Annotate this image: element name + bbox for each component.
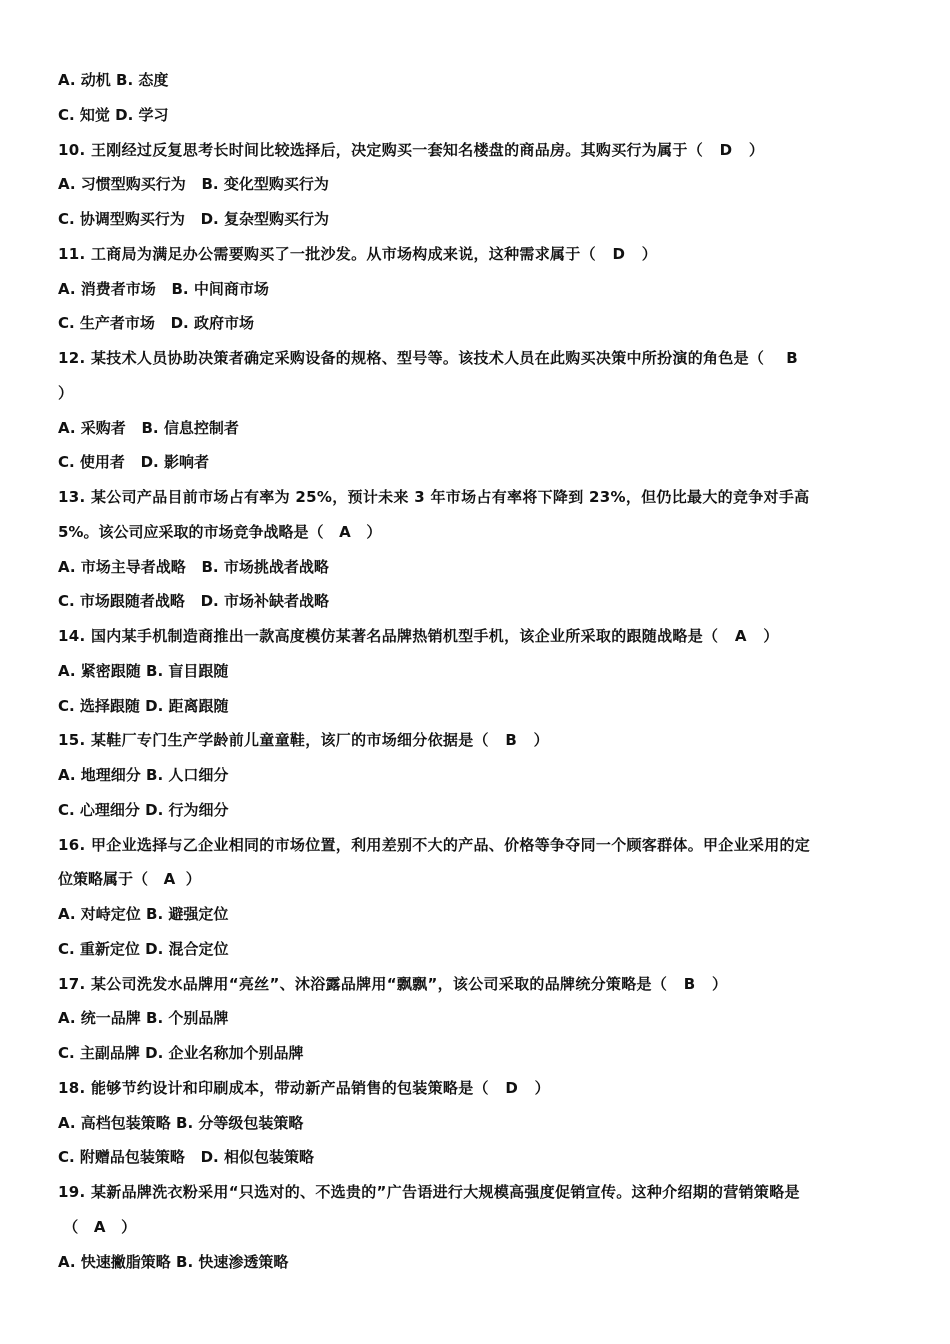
option-line: C. 重新定位 D. 混合定位	[58, 939, 229, 958]
option-line: A. 习惯型购买行为 B. 变化型购买行为	[58, 175, 329, 194]
question-line: 16. 甲企业选择与乙企业相同的市场位置，利用差别不大的产品、价格等争夺同一个顾客群体。甲企业采用的定	[58, 835, 811, 854]
question-line: 14. 国内某手机制造商推出一款高度模仿某著名品牌热销机型手机，该企业所采取的跟随战略是（ A ）	[58, 627, 779, 645]
option-line: C. 附赠品包装策略 D. 相似包装策略	[58, 1148, 314, 1167]
question-line-continued: （ A ）	[58, 1217, 137, 1236]
option-line: A. 市场主导者战略 B. 市场挑战者战略	[58, 557, 329, 576]
option-line: A. 快速撇脂策略 B. 快速渗透策略	[58, 1252, 289, 1271]
question-line-continued: 位策略属于（ A ）	[58, 870, 201, 889]
option-line: A. 高档包装策略 B. 分等级包装策略	[58, 1113, 304, 1132]
question-line: 15. 某鞋厂专门生产学龄前儿童童鞋，该厂的市场细分依据是（ B ）	[58, 731, 549, 750]
option-line: C. 使用者 D. 影响者	[58, 453, 209, 472]
question-line-continued: 5%。该公司应采取的市场竞争战略是（ A ）	[58, 522, 382, 541]
question-line: 12. 某技术人员协助决策者确定采购设备的规格、型号等。该技术人员在此购买决策中所扮演的角色是（ B	[58, 349, 799, 367]
option-line: A. 地理细分 B. 人口细分	[58, 766, 229, 784]
option-line: A. 采购者 B. 信息控制者	[58, 418, 239, 437]
option-line: A. 紧密跟随 B. 盲目跟随	[58, 661, 229, 680]
question-line: 10. 王刚经过反复思考长时间比较选择后，决定购买一套知名楼盘的商品房。其购买行为属于（ D ）	[58, 140, 765, 159]
question-line-continued: ）	[58, 383, 74, 402]
option-line: C. 心理细分 D. 行为细分	[58, 800, 229, 819]
option-line: A. 消费者市场 B. 中间商市场	[58, 279, 269, 298]
option-line: C. 生产者市场 D. 政府市场	[58, 314, 254, 333]
question-line: 13. 某公司产品目前市场占有率为 25%，预计未来 3 年市场占有率将下降到 23%，但仍比最大的竞争对手高	[58, 488, 810, 506]
question-line: 18. 能够节约设计和印刷成本，带动新产品销售的包装策略是（ D ）	[58, 1078, 550, 1097]
document-page	[58, 63, 896, 1279]
option-line: C. 选择跟随 D. 距离跟随	[58, 696, 229, 715]
question-line: 19. 某新品牌洗衣粉采用“只选对的、不选贵的”广告语进行大规模高强度促销宣传。这种介绍期的营销策略是	[58, 1183, 800, 1201]
option-line: C. 知觉 D. 学习	[58, 105, 169, 124]
option-line: A. 对峙定位 B. 避强定位	[58, 905, 229, 923]
option-line: A. 统一品牌 B. 个别品牌	[58, 1009, 229, 1028]
question-line: 11. 工商局为满足办公需要购买了一批沙发。从市场构成来说，这种需求属于（ D ）	[58, 244, 658, 263]
option-line: C. 市场跟随者战略 D. 市场补缺者战略	[58, 592, 329, 611]
option-line: C. 协调型购买行为 D. 复杂型购买行为	[58, 210, 329, 228]
option-line: A. 动机 B. 态度	[58, 71, 169, 89]
option-line: C. 主副品牌 D. 企业名称加个别品牌	[58, 1044, 304, 1062]
question-line: 17. 某公司洗发水品牌用“亮丝”、沐浴露品牌用“飘飘”，该公司采取的品牌统分策略是（ B ）	[58, 974, 728, 993]
